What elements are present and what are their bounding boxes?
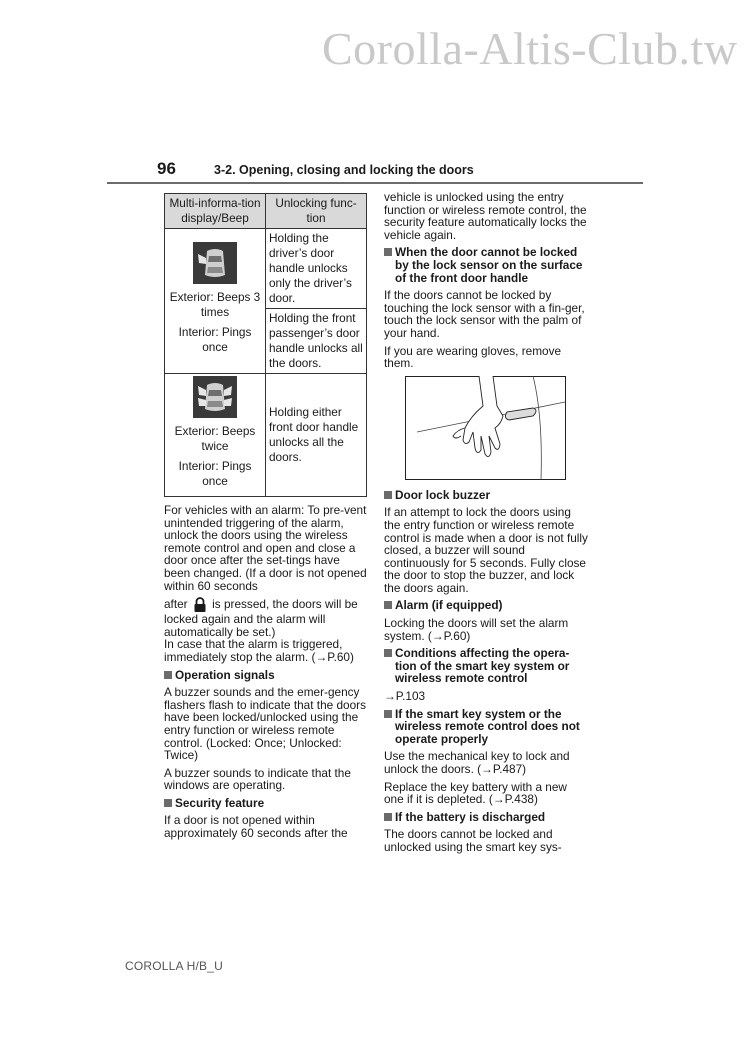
- watermark: Corolla-Altis-Club.tw: [322, 23, 738, 74]
- section-title: 3-2. Opening, closing and locking the doors: [214, 163, 474, 177]
- alarm-heading: Alarm (if equipped): [384, 599, 589, 612]
- alarm-paragraph: Locking the doors will set the alarm system. (→P.60): [384, 616, 569, 643]
- row1-function-a: Holding the driver’s door handle unlocks only the driver’s door.: [266, 229, 367, 309]
- row1-exterior: Exterior: Beeps 3 times: [169, 290, 261, 319]
- door-lock-buzzer-heading: Door lock buzzer: [384, 489, 589, 502]
- alarm-paragraph-2: [164, 597, 368, 638]
- heading-square-icon: [384, 649, 392, 657]
- alarm-after-text: after: [164, 597, 188, 612]
- header-rule: [107, 182, 643, 184]
- operation-signals-paragraph-2: A buzzer sounds to indicate that the windows are operating.: [164, 765, 351, 793]
- operation-signals-heading: Operation signals: [164, 669, 368, 682]
- conditions-reference: →P.103: [384, 689, 426, 704]
- heading-square-icon: [384, 491, 392, 499]
- alarm-pressed-text: is pressed, the doors will be locked again and the alarm will automatically be set.): [164, 597, 358, 639]
- door-lock-buzzer-paragraph: If an attempt to lock the doors using the entry function or wireless remote control is made when a door is not fully closed, a buzzer will sound continuously for 5 seconds. Fully close the door to stop the buzzer, and lock the doors again.: [384, 505, 588, 595]
- not-operate-heading: If the smart key system or the wireless remote control does not operate properly: [384, 708, 589, 746]
- heading-square-icon: [164, 671, 172, 679]
- row2-display-cell: [165, 374, 266, 497]
- conditions-heading: Conditions affecting the opera-tion of the smart key system or wireless remote control: [384, 647, 589, 685]
- row2-function: Holding either front door handle unlocks all the doors.: [266, 374, 367, 497]
- lock-sensor-paragraph-1: If the doors cannot be locked by touching the lock sensor with a fin-ger, touch the lock sensor with the palm of your hand.: [384, 288, 585, 340]
- lock-icon: [193, 597, 207, 613]
- operation-signals-paragraph-1: A buzzer sounds and the emer-gency flashers flash to indicate that the doors have been locked/unlocked using the entry function or wireless remote control. (Locked: Once; Unlocked: Twice): [164, 685, 366, 763]
- lock-sensor-heading: When the door cannot be locked by the lock sensor on the surface of the front door handle: [384, 246, 589, 284]
- table-header-display: Multi-informa-tion display/Beep: [165, 194, 266, 229]
- battery-discharged-paragraph: The doors cannot be locked and unlocked using the smart key sys-: [384, 827, 562, 854]
- footer-model: COROLLA H/B_U: [125, 959, 223, 973]
- alarm-paragraph-1: For vehicles with an alarm: To pre-vent unintended triggering of the alarm, unlock the doors using the wireless remote control and open and close a door once after the set-tings have been changed. (If a door is not opened within 60 seconds: [164, 503, 367, 593]
- hand-on-door-handle-illustration: [405, 376, 566, 480]
- heading-square-icon: [384, 813, 392, 821]
- security-feature-heading: Security feature: [164, 797, 368, 810]
- unlock-function-table: [164, 193, 367, 497]
- car-all-doors-open-icon: [193, 376, 237, 418]
- not-operate-paragraph-1: Use the mechanical key to lock and unlock the doors. (→P.487): [384, 749, 570, 776]
- row1-interior: Interior: Pings once: [178, 325, 252, 354]
- battery-discharged-heading: If the battery is discharged: [384, 811, 589, 824]
- not-operate-paragraph-2: Replace the key battery with a new one if it is depleted. (→P.438): [384, 779, 567, 807]
- car-driver-door-open-icon: [193, 242, 237, 284]
- row2-exterior: Exterior: Beeps twice: [174, 424, 256, 453]
- left-column: [164, 193, 368, 845]
- security-feature-paragraph: If a door is not opened within approximately 60 seconds after the: [164, 813, 348, 841]
- row1-function-b: Holding the front passenger’s door handle unlocks all the doors.: [266, 309, 367, 374]
- heading-square-icon: [384, 710, 392, 718]
- alarm-paragraph-3: In case that the alarm is triggered, immediately stop the alarm. (→P.60): [164, 637, 354, 664]
- table-header-function: Unlocking func-tion: [266, 194, 367, 229]
- lock-sensor-paragraph-2: If you are wearing gloves, remove them.: [384, 343, 562, 371]
- heading-square-icon: [384, 248, 392, 256]
- row2-interior: Interior: Pings once: [178, 459, 252, 488]
- heading-square-icon: [384, 601, 392, 609]
- heading-square-icon: [164, 799, 172, 807]
- right-column: [384, 191, 589, 859]
- security-feature-continued: vehicle is unlocked using the entry function or wireless remote control, the security feature automatically locks the vehicle again.: [384, 190, 587, 242]
- page-number: 96: [157, 159, 176, 178]
- row1-display-cell: [165, 229, 266, 374]
